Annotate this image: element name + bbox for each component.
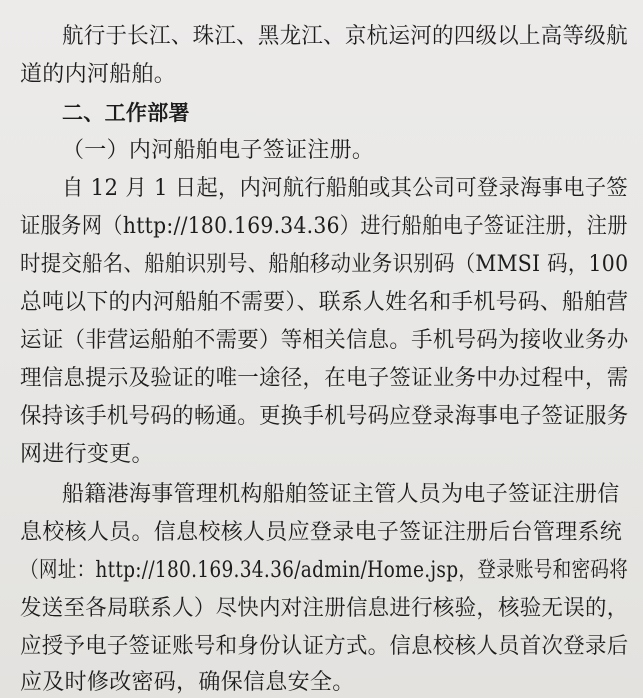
text-line: 保持该手机号码的畅通。更换手机号码应登录海事电子签证服务 xyxy=(20,404,629,429)
text-line: 发送至各局联系人）尽快内对注册信息进行核验，核验无误的， xyxy=(20,596,629,621)
text-line: 息校核人员。信息校核人员应登录电子签证注册后台管理系统 xyxy=(20,520,623,545)
text-line: 网进行变更。 xyxy=(20,442,154,467)
text-line: 运证（非营运船舶不需要）等相关信息。手机号码为接收业务办 xyxy=(20,328,629,353)
text-line: 理信息提示及验证的唯一途径，在电子签证业务中办过程中，需 xyxy=(20,366,629,391)
text-line: 应授予电子签证账号和身份认证方式。信息校核人员首次登录后 xyxy=(20,634,629,659)
section-heading: 二、工作部署 xyxy=(62,101,190,125)
subsection-heading: （一）内河船舶电子签证注册。 xyxy=(62,138,375,163)
text-line: 应及时修改密码，确保信息安全。 xyxy=(20,670,355,695)
text-line: 总吨以下的内河船舶不需要）、联系人姓名和手机号码、船舶营 xyxy=(20,290,629,315)
text-line: 船籍港海事管理机构船舶签证主管人员为电子签证注册信 xyxy=(62,482,620,507)
text-line: 航行于长江、珠江、黑龙江、京杭运河的四级以上高等级航 xyxy=(62,24,628,49)
text-line: 证服务网（http://180.169.34.36）进行船舶电子签证注册，注册 xyxy=(20,214,628,239)
text-line: 自 12 月 1 日起，内河航行船舶或其公司可登录海事电子签 xyxy=(62,176,628,201)
text-line: （网址：http://180.169.34.36/admin/Home.jsp，登录账号和密码将 xyxy=(20,558,629,583)
text-line: 道的内河船舶。 xyxy=(20,62,177,87)
text-line: 时提交船名、船舶识别号、船舶移动业务识别码（MMSI 码，100 xyxy=(20,252,629,277)
